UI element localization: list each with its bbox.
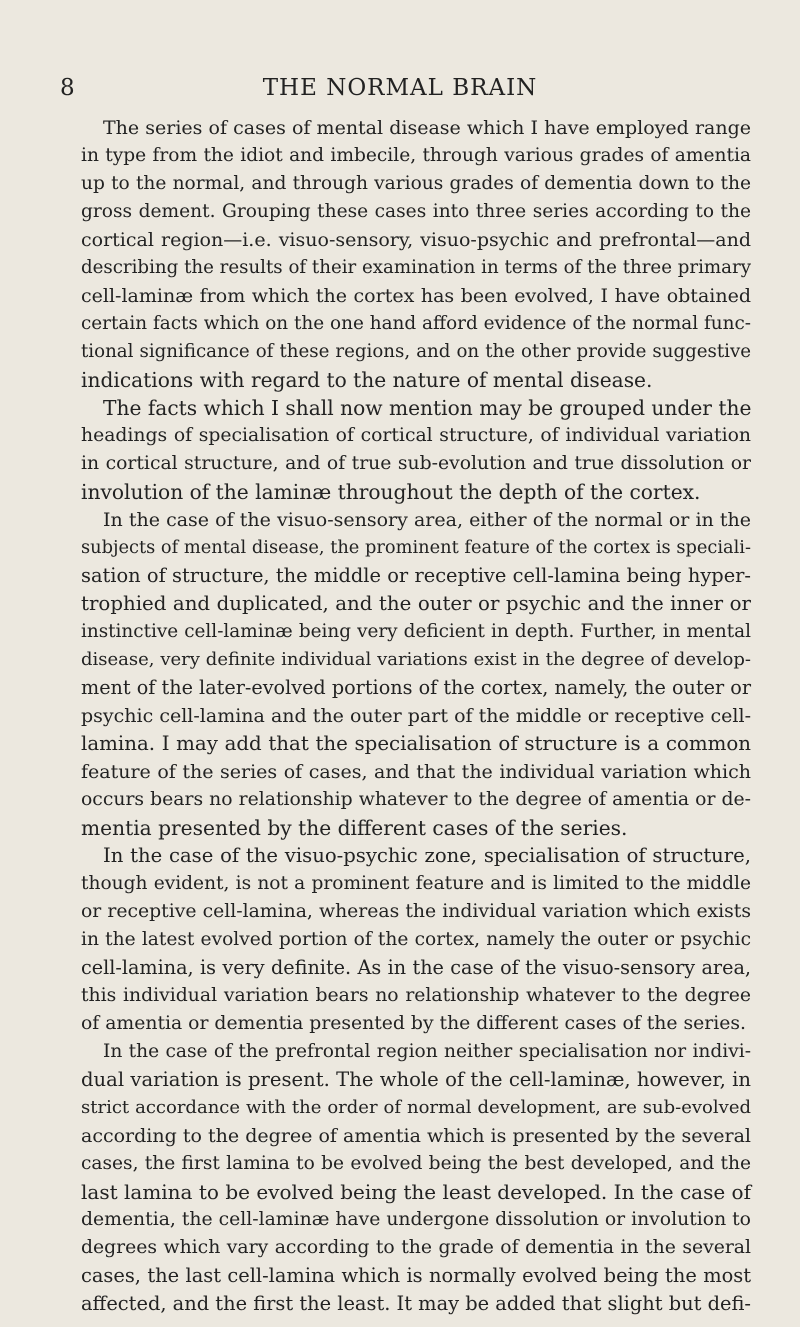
text-line: sation of structure, the middle or receptive cell-lamina being hyper-	[81, 564, 751, 587]
text-line: describing the results of their examination in terms of the three primary	[81, 257, 751, 278]
text-line: psychic cell-lamina and the outer part of the middle or receptive cell-	[81, 705, 751, 727]
text-line: though evident, is not a prominent feature and is limited to the middle	[81, 873, 751, 894]
text-line: this individual variation bears no relationship whatever to the degree	[81, 985, 751, 1006]
text-line: cases, the last cell-lamina which is normally evolved being the most	[81, 1264, 751, 1287]
text-line: tional significance of these regions, and on the other provide suggestive	[81, 341, 751, 362]
text-line: degrees which vary according to the grade of dementia in the several	[81, 1237, 751, 1258]
text-line: The series of cases of mental disease which I have employed range	[103, 117, 751, 139]
text-line: affected, and the first the least. It may be added that slight but defi-	[81, 1292, 751, 1315]
text-line: lamina. I may add that the specialisation of structure is a common	[81, 732, 751, 755]
paragraph	[81, 114, 751, 394]
text-line: in cortical structure, and of true sub-evolution and true dissolution or	[81, 453, 751, 474]
text-line: cortical region—i.e. visuo-sensory, visuo-psychic and prefrontal—and	[81, 229, 751, 251]
paragraph	[81, 1038, 751, 1318]
text-line: cell-laminæ from which the cortex has been evolved, I have obtained	[81, 285, 751, 307]
text-line: or receptive cell-lamina, whereas the individual variation which exists	[81, 901, 751, 922]
text-line: certain facts which on the one hand afford evidence of the normal func-	[81, 313, 751, 334]
text-line: In the case of the visuo-psychic zone, specialisation of structure,	[103, 844, 751, 867]
text-line: dual variation is present. The whole of the cell-laminæ, however, in	[81, 1068, 751, 1091]
text-line: subjects of mental disease, the prominent feature of the cortex is speciali-	[81, 537, 751, 558]
text-line: headings of specialisation of cortical structure, of individual variation	[81, 425, 751, 446]
text-line: dementia, the cell-laminæ have undergone dissolution or involution to	[81, 1209, 751, 1230]
text-line: cases, the first lamina to be evolved being the best developed, and the	[81, 1153, 751, 1174]
text-line: up to the normal, and through various grades of dementia down to the	[81, 173, 751, 194]
paragraph	[81, 394, 751, 506]
text-line: In the case of the prefrontal region neither specialisation nor indivi-	[103, 1041, 751, 1062]
text-line: strict accordance with the order of normal development, are sub-evolved	[81, 1097, 751, 1118]
running-title: THE NORMAL BRAIN	[262, 75, 538, 101]
text-line: involution of the laminæ throughout the depth of the cortex.	[81, 480, 701, 504]
text-line: The facts which I shall now mention may be grouped under the	[103, 396, 752, 420]
text-line: of amentia or dementia presented by the different cases of the series.	[81, 1013, 746, 1034]
text-line: instinctive cell-laminæ being very deficient in depth. Further, in mental	[81, 621, 751, 642]
text-line: disease, very definite individual variations exist in the degree of develop-	[81, 649, 751, 670]
text-line: in type from the idiot and imbecile, through various grades of amentia	[81, 145, 751, 166]
text-line: ment of the later-evolved portions of the cortex, namely, the outer or	[81, 676, 751, 699]
text-line: according to the degree of amentia which is presented by the several	[81, 1125, 751, 1147]
text-line: In the case of the visuo-sensory area, either of the normal or in the	[103, 509, 751, 531]
text-line: gross dement. Grouping these cases into three series according to the	[81, 201, 751, 222]
paragraph	[81, 506, 751, 842]
text-line: occurs bears no relationship whatever to the degree of amentia or de-	[81, 789, 751, 810]
paragraph	[81, 842, 751, 1038]
text-line: trophied and duplicated, and the outer or psychic and the inner or	[81, 592, 751, 615]
text-line: mentia presented by the different cases of the series.	[81, 816, 628, 840]
text-line: last lamina to be evolved being the least developed. In the case of	[81, 1180, 751, 1204]
text-line: indications with regard to the nature of mental disease.	[81, 368, 653, 392]
page-number: 8	[60, 75, 75, 101]
body-text	[81, 114, 751, 1318]
text-line: in the latest evolved portion of the cortex, namely the outer or psychic	[81, 929, 751, 950]
text-line: feature of the series of cases, and that the individual variation which	[81, 761, 751, 783]
text-line: cell-lamina, is very definite. As in the case of the visuo-sensory area,	[81, 956, 751, 979]
